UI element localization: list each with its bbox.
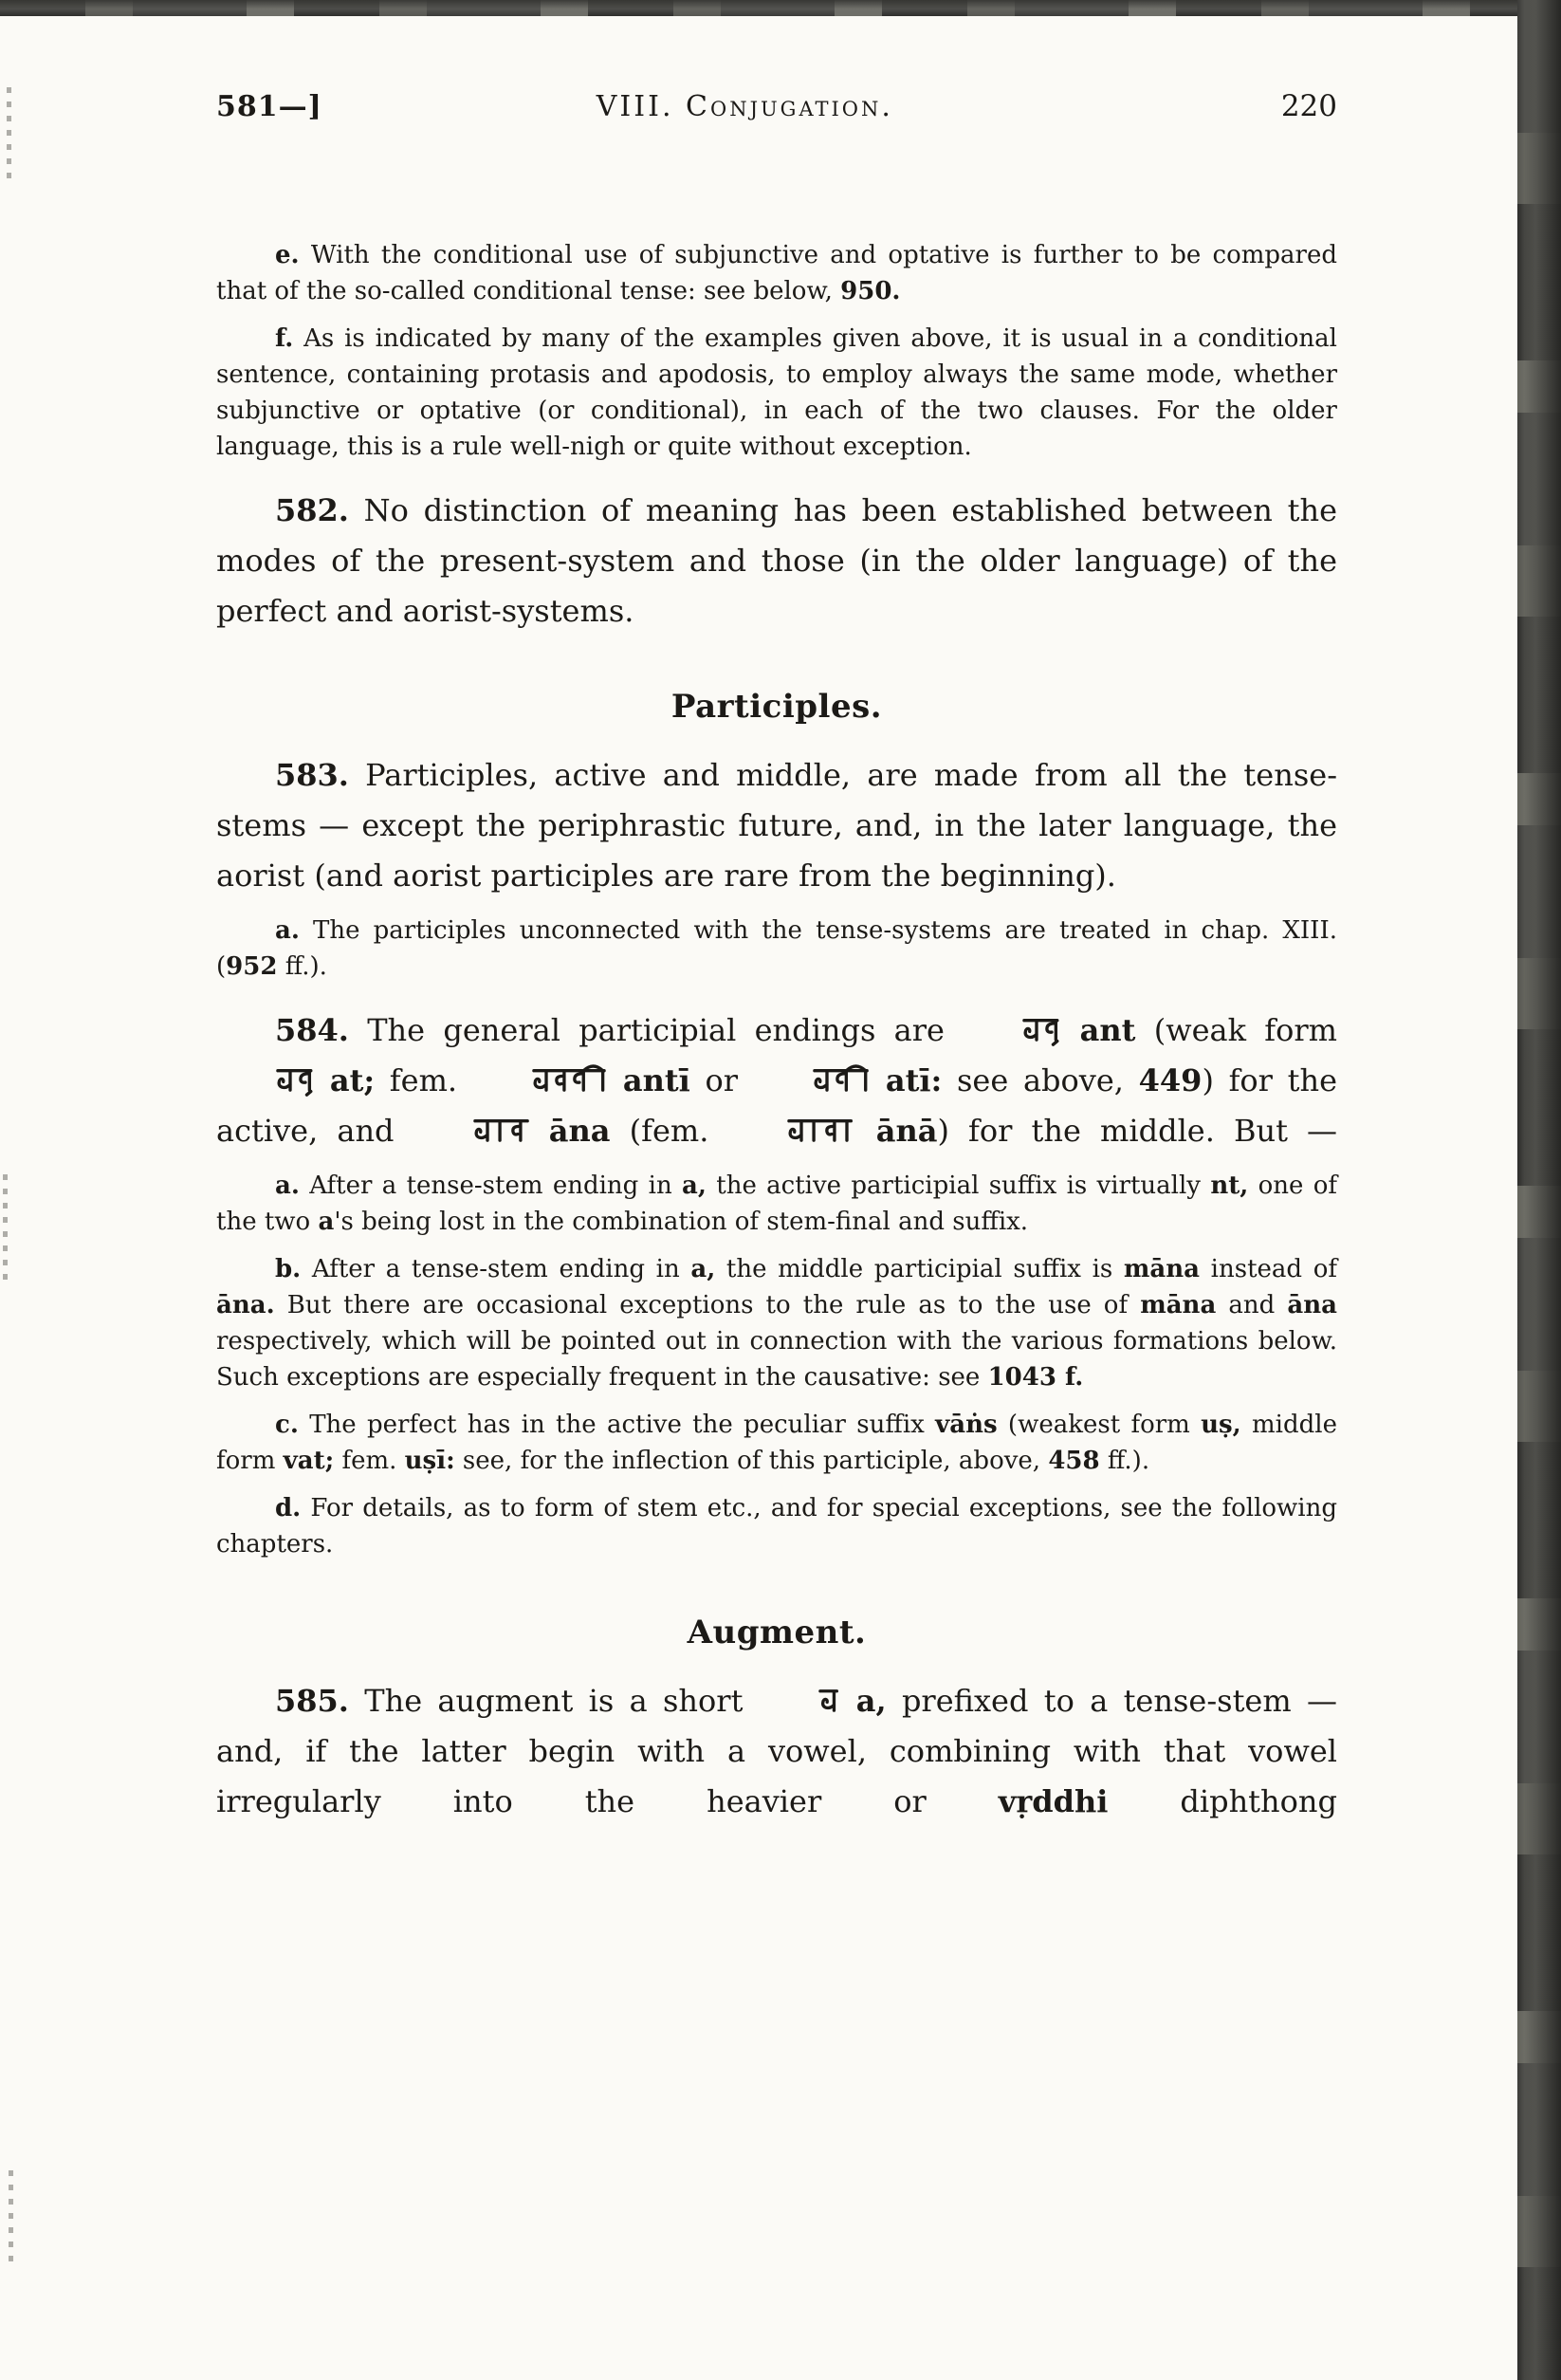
text-run — [857, 1113, 876, 1149]
text-run: After a tense-stem ending in — [299, 1172, 683, 1200]
emphasis-run: uṣī: — [404, 1447, 455, 1475]
emphasis-run: māna — [1140, 1291, 1217, 1319]
text-run — [871, 1062, 886, 1098]
text-run: and — [1216, 1291, 1288, 1319]
text-run: prefixed to a tense-stem — and, if the latter begin with a vowel, combining with that vowel irregularly into the heavier or — [216, 1683, 1338, 1819]
emphasis-run: c. — [275, 1411, 299, 1439]
emphasis-run: vāṅs — [935, 1411, 998, 1439]
scan-speckle — [3, 1174, 8, 1286]
scan-speckle — [7, 87, 11, 187]
text-run: Participles, active and middle, are made from all the tense-stems — except the periphrastic future, and, in the later language, the aorist (and aorist participles are rare from the beginning). — [216, 757, 1337, 894]
para-585 — [216, 1676, 1337, 1827]
scan-speckle — [9, 2170, 13, 2265]
devanagari-word — [759, 1676, 841, 1726]
emphasis-run: a. — [275, 1172, 300, 1200]
text-run: see, for the inflection of this participle, above, — [454, 1447, 1049, 1475]
emphasis-run: f. — [275, 324, 294, 353]
emphasis-run: ant — [1079, 1012, 1136, 1048]
text-run: middle form — [216, 1411, 1337, 1475]
para-582 — [216, 486, 1337, 637]
emphasis-run: 952 — [226, 952, 278, 981]
para-584b — [216, 1251, 1337, 1395]
emphasis-run: 582. — [275, 492, 349, 528]
emphasis-run: a, — [682, 1172, 707, 1200]
text-run — [315, 1062, 330, 1098]
text-run: After a tense-stem ending in — [301, 1255, 691, 1283]
emphasis-run: vat; — [283, 1447, 335, 1475]
text-run: (weak form — [1135, 1012, 1338, 1048]
emphasis-run: āna — [1287, 1291, 1337, 1319]
running-title: VIII. Conjugation. — [596, 90, 893, 123]
text-run — [1061, 1012, 1079, 1048]
text-run: instead of — [1200, 1255, 1337, 1283]
page-number: 220 — [1280, 89, 1337, 123]
emphasis-run: nt, — [1210, 1172, 1249, 1200]
text-block — [216, 226, 1337, 1827]
text-run — [530, 1113, 549, 1149]
heading-participles — [216, 688, 1337, 726]
devanagari-word — [216, 1056, 315, 1106]
emphasis-run: 583. — [275, 757, 349, 793]
para-583 — [216, 750, 1337, 901]
text-run: As is indicated by many of the examples given above, it is usual in a conditional sentence, containing protasis and apodosis, to employ always the same mode, whether subjunctive or optative (or conditional), in each of the two clauses. For the older language, this is a rule well-nigh or quite without exception. — [216, 324, 1337, 461]
text-run: No distinction of meaning has been established between the modes of the present-system and those (in the older language) of the perfect and aorist-systems. — [216, 492, 1337, 629]
emphasis-run: āna — [548, 1113, 611, 1149]
heading-augment — [216, 1614, 1337, 1651]
text-run: For details, as to form of stem etc., and for special exceptions, see the following chapters. — [216, 1494, 1337, 1559]
emphasis-run: 584. — [275, 1012, 349, 1048]
para-584 — [216, 1006, 1337, 1156]
emphasis-run: māna — [1123, 1255, 1201, 1283]
emphasis-run: Augment. — [687, 1614, 867, 1651]
text-run: the active participial suffix is virtually — [706, 1172, 1211, 1200]
para-584a — [216, 1168, 1337, 1240]
text-run: ) for the active, and — [216, 1062, 1338, 1149]
text-run: the middle participial suffix is — [715, 1255, 1124, 1283]
devanagari-word — [413, 1106, 530, 1156]
emphasis-run: atī: — [885, 1062, 943, 1098]
text-run — [608, 1062, 623, 1098]
text-run: diphthong — [1108, 1783, 1338, 1819]
text-run: With the conditional use of subjunctive and optative is further to be compared that of the so-called conditional tense: see below, — [216, 241, 1337, 305]
devanagari-word — [472, 1056, 608, 1106]
emphasis-run: antī — [622, 1062, 690, 1098]
emphasis-run: uṣ, — [1201, 1411, 1241, 1439]
text-run: fem. — [375, 1062, 472, 1098]
para-581f — [216, 321, 1337, 465]
text-run: The participles unconnected with the tense-systems are treated in chap. XIII. ( — [216, 916, 1337, 981]
devanagari-word — [727, 1106, 856, 1156]
emphasis-run: 449 — [1138, 1062, 1203, 1098]
emphasis-run: 950. — [840, 277, 901, 305]
emphasis-run: e. — [275, 241, 300, 269]
emphasis-run: 585. — [275, 1683, 349, 1719]
text-run: one of the two — [216, 1172, 1338, 1236]
emphasis-run: ānā — [875, 1113, 938, 1149]
devanagari-word — [963, 1006, 1061, 1056]
text-run: respectively, which will be pointed out in connection with the various formations below. Such exceptions are especially frequent in the causative: see — [216, 1327, 1337, 1392]
text-run: The perfect has in the active the peculiar suffix — [298, 1411, 936, 1439]
text-run: fem. — [334, 1447, 405, 1475]
section-reference: 581—] — [216, 90, 322, 123]
text-run: or — [689, 1062, 753, 1098]
emphasis-run: Participles. — [670, 688, 883, 726]
text-run: ff.). — [1099, 1447, 1150, 1475]
text-run — [840, 1683, 855, 1719]
para-581e — [216, 237, 1337, 309]
emphasis-run: a — [318, 1208, 335, 1236]
text-run: (weakest form — [997, 1411, 1202, 1439]
text-run: see above, — [942, 1062, 1139, 1098]
text-run: The general participial endings are — [348, 1012, 964, 1048]
emphasis-run: 458 — [1048, 1447, 1100, 1475]
text-run: ) for the middle. But — — [937, 1113, 1338, 1149]
text-run: But there are occasional exceptions to the rule as to the use of — [274, 1291, 1141, 1319]
para-584d — [216, 1490, 1337, 1562]
emphasis-run: a, — [855, 1683, 887, 1719]
emphasis-run: āna. — [216, 1291, 275, 1319]
text-run: ff.). — [277, 952, 327, 981]
text-run: (fem. — [610, 1113, 728, 1149]
emphasis-run: a. — [275, 916, 300, 945]
emphasis-run: d. — [275, 1494, 302, 1522]
text-run: The augment is a short — [348, 1683, 759, 1719]
emphasis-run: vṛddhi — [998, 1783, 1109, 1819]
emphasis-run: b. — [275, 1255, 302, 1283]
scan-artifact-right-edge — [1517, 0, 1561, 2380]
scan-artifact-top-edge — [0, 0, 1561, 16]
page-header — [216, 89, 1337, 123]
emphasis-run: at; — [329, 1062, 376, 1098]
emphasis-run: 1043 f. — [987, 1363, 1084, 1392]
para-584c — [216, 1407, 1337, 1479]
text-run: 's being lost in the combination of stem-final and suffix. — [334, 1208, 1029, 1236]
emphasis-run: a, — [690, 1255, 716, 1283]
para-583a — [216, 913, 1337, 985]
devanagari-word — [753, 1056, 872, 1106]
